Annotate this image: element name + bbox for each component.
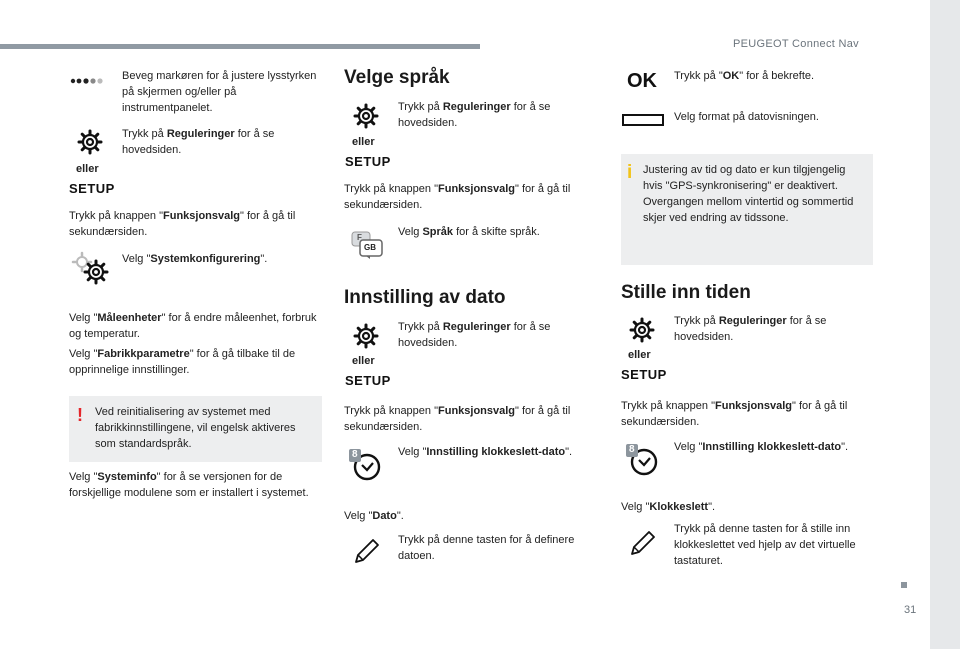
- or-label: eller: [352, 355, 375, 367]
- info-note: [621, 154, 873, 265]
- units-text: Velg "Måleenheter" for å endre måleenhet, forbruk og temperatur.: [69, 312, 317, 340]
- settings-gear-icon: [628, 316, 656, 347]
- manual-title: PEUGEOT Connect Nav: [733, 38, 859, 50]
- list-format-field-icon: [622, 114, 664, 129]
- clock-settings-icon: [625, 443, 659, 480]
- setup-key-label: SETUP: [345, 154, 391, 169]
- keyboard-time-text: Trykk på denne tasten for å stille inn klokkeslettet ved hjelp av det virtuelle tastaturet.: [674, 523, 856, 567]
- system-config-gears-icon: [70, 250, 112, 289]
- warning-text: Ved reinitialisering av systemet med fabrikkinnstillingene, vil engelsk aktiveres som standardspråk.: [95, 406, 296, 450]
- clock-settings-icon: [348, 448, 382, 485]
- settings-text-3: Trykk på Reguleringer for å se hovedsiden.: [398, 321, 551, 349]
- settings-text-4: Trykk på Reguleringer for å se hovedsiden.: [674, 315, 827, 343]
- clock-badge-number: 8: [352, 449, 358, 460]
- flag-code-bottom: GB: [364, 243, 376, 252]
- brightness-text: Beveg markøren for å justere lysstyrken på skjermen og/eller på instrumentpanelet.: [122, 70, 317, 114]
- options-text-4: Trykk på knappen "Funksjonsvalg" for å gå til sekundærsiden.: [621, 400, 848, 428]
- setup-key-label: SETUP: [345, 373, 391, 388]
- or-label: eller: [352, 136, 375, 148]
- section-title-time: Stille inn tiden: [621, 282, 751, 303]
- brightness-dots-icon: [70, 76, 110, 89]
- options-text-2: Trykk på knappen "Funksjonsvalg" for å gå til sekundærsiden.: [344, 183, 571, 211]
- page-number: 31: [904, 604, 917, 616]
- clock-badge-number: 8: [629, 444, 635, 455]
- warning-note: [69, 396, 322, 462]
- clock-date-text-1: Velg "Innstilling klokkeslett-dato".: [398, 446, 573, 458]
- setup-key-label: SETUP: [621, 367, 667, 382]
- section-title-language: Velge språk: [344, 67, 450, 88]
- pencil-edit-icon: [352, 536, 382, 569]
- settings-gear-icon: [352, 322, 380, 353]
- flag-code-top: F: [357, 233, 362, 242]
- info-text: Justering av tid og dato er kun tilgjengelig hvis "GPS-synkronisering" er deaktivert. Overgangen mellom vintertid og sommertid skjer ved endring av tidssone.: [643, 164, 854, 224]
- date-format-text: Velg format på datovisningen.: [674, 111, 819, 123]
- or-label: eller: [628, 349, 651, 361]
- setup-key-label: SETUP: [69, 181, 115, 196]
- language-text: Velg Språk for å skifte språk.: [398, 226, 540, 238]
- settings-gear-icon: [352, 102, 380, 133]
- define-date-text: Trykk på denne tasten for å definere datoen.: [398, 534, 575, 562]
- confirm-text: Trykk på "OK" for å bekrefte.: [674, 70, 815, 82]
- side-margin-bar: [930, 0, 960, 649]
- select-time-text: Velg "Klokkeslett".: [621, 501, 716, 513]
- warning-exclamation-icon: !: [77, 405, 83, 425]
- pencil-edit-icon: [628, 528, 658, 561]
- info-icon: i: [627, 162, 633, 183]
- settings-gear-icon: [76, 128, 104, 159]
- options-text-1: Trykk på knappen "Funksjonsvalg" for å gå til sekundærsiden.: [69, 210, 296, 238]
- settings-text-2: Trykk på Reguleringer for å se hovedsiden.: [398, 101, 551, 129]
- options-text-3: Trykk på knappen "Funksjonsvalg" for å gå til sekundærsiden.: [344, 405, 571, 433]
- sysinfo-text: Velg "Systeminfo" for å se versjonen for de forskjellige modulene som er installert i systemet.: [69, 471, 309, 499]
- clock-date-text-2: Velg "Innstilling klokkeslett-dato".: [674, 441, 849, 453]
- language-flag-icon: [350, 230, 384, 263]
- header-rule: [0, 44, 480, 49]
- select-date-text: Velg "Dato".: [344, 510, 404, 522]
- system-config-text: Velg "Systemkonfigurering".: [122, 253, 268, 265]
- factory-text: Velg "Fabrikkparametre" for å gå tilbake til de opprinnelige innstillinger.: [69, 348, 296, 376]
- page-marker: [901, 582, 907, 588]
- settings-text-1: Trykk på Reguleringer for å se hovedsiden.: [122, 128, 275, 156]
- section-title-date: Innstilling av dato: [344, 287, 506, 308]
- or-label: eller: [76, 163, 99, 175]
- ok-key-icon: OK: [627, 70, 657, 92]
